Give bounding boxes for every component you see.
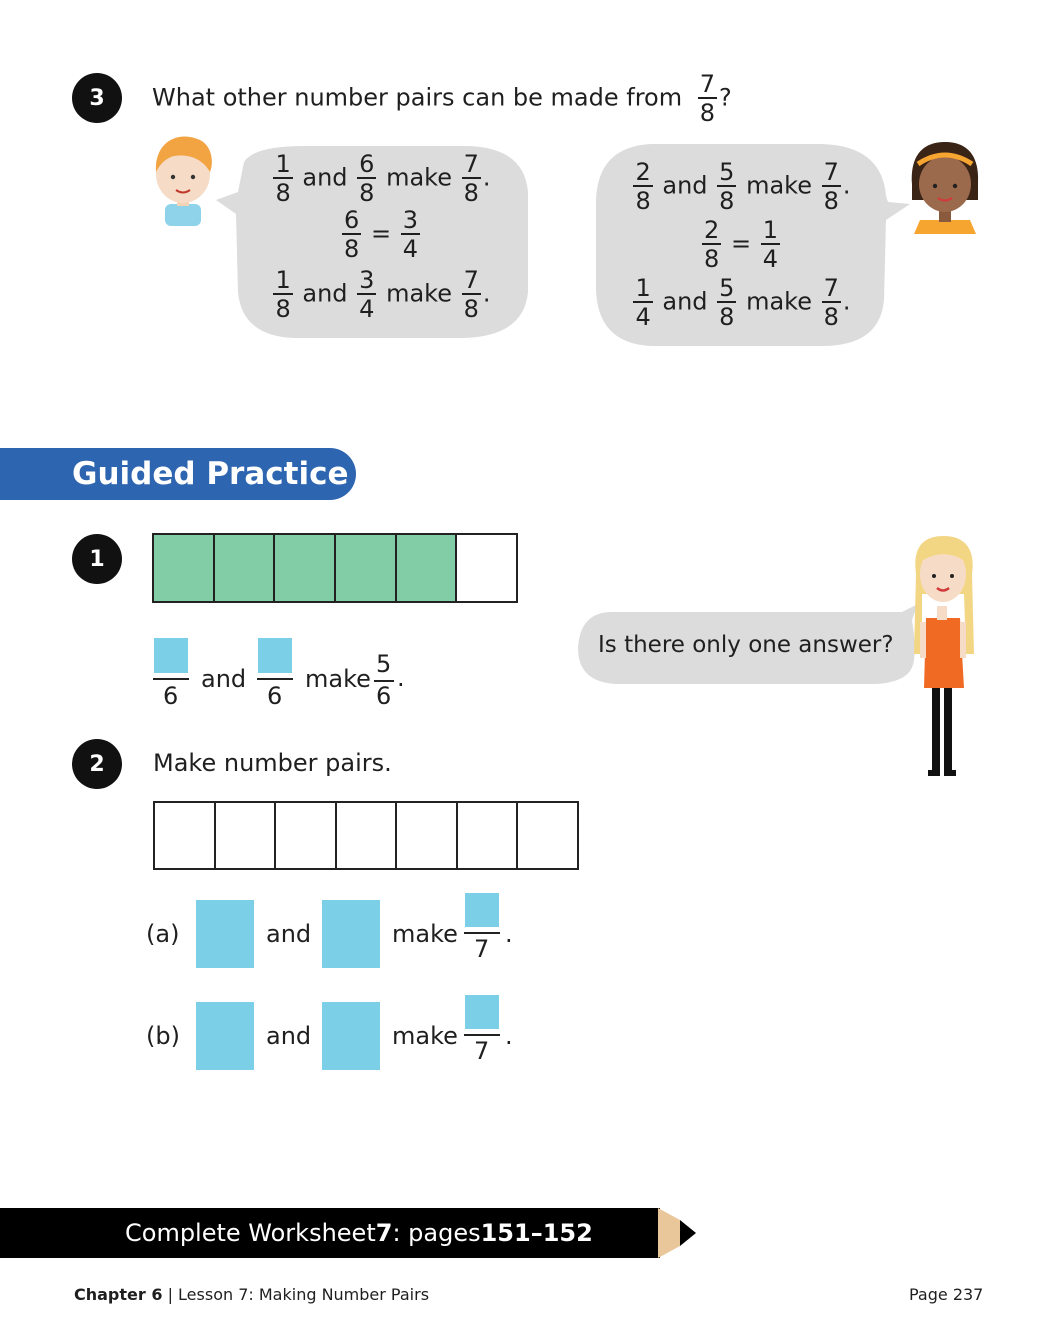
fraction: $\frac{3}{4}$ <box>359 266 375 323</box>
question-3-prompt <box>152 72 732 125</box>
fraction-bar-sixths <box>152 533 518 603</box>
answer-box-a-1[interactable] <box>196 900 254 968</box>
bar-cell-empty <box>276 803 337 868</box>
bubble-right-line-3: $\frac{1}{4}$ and $\frac{5}{8}$ make $\frac{7}{8}$ . <box>635 274 851 331</box>
girl-avatar <box>906 140 984 236</box>
answer-box-b-2[interactable] <box>322 1002 380 1070</box>
bar-cell-empty <box>458 803 519 868</box>
word-and: and <box>266 1022 312 1050</box>
bubble-right-content <box>596 150 886 350</box>
answer-box-a-numerator[interactable] <box>465 893 499 927</box>
fraction: $\frac{7}{8}$ <box>823 158 839 215</box>
practice-number-1: 1 <box>72 534 122 584</box>
fraction: $\frac{1}{8}$ <box>275 266 291 323</box>
result-numerator: 5 <box>376 650 392 678</box>
denominator-b: 7 <box>474 1037 490 1065</box>
fraction-line <box>153 678 189 680</box>
fraction: $\frac{7}{8}$ <box>823 274 839 331</box>
fraction: $\frac{2}{8}$ <box>704 216 720 273</box>
girl-figure <box>902 534 982 782</box>
practice-2-prompt: Make number pairs. <box>153 749 392 777</box>
footer-page-number: Page 237 <box>909 1285 984 1304</box>
fraction: $\frac{1}{4}$ <box>762 216 778 273</box>
bar-cell-shaded <box>154 535 215 601</box>
word-and: and <box>201 665 247 693</box>
bar-cell-empty <box>155 803 216 868</box>
bubble-left-line-1: $\frac{1}{8}$ and $\frac{6}{8}$ make $\frac{7}{8}$ . <box>275 150 491 207</box>
fraction: $\frac{6}{8}$ <box>359 150 375 207</box>
fraction: $\frac{6}{8}$ <box>344 206 360 263</box>
denominator-2: 6 <box>267 682 283 710</box>
prompt-text: What other number pairs can be made from <box>152 83 683 112</box>
fraction: $\frac{3}{4}$ <box>402 206 418 263</box>
worksheet-banner: Complete Worksheet 7 : pages 151–152 <box>0 1208 660 1258</box>
bar-cell-shaded <box>275 535 336 601</box>
footer-chapter: Chapter 6 | Lesson 7: Making Number Pairs <box>74 1285 430 1304</box>
result-denominator: 6 <box>376 682 392 710</box>
answer-box-a-2[interactable] <box>322 900 380 968</box>
bubble-left-line-3: $\frac{1}{8}$ and $\frac{3}{4}$ make $\frac{7}{8}$ . <box>275 266 491 323</box>
bar-cell-shaded <box>397 535 458 601</box>
word-make: make <box>305 665 371 693</box>
fraction-line <box>257 678 293 680</box>
guided-practice-banner <box>0 448 356 500</box>
word-make: make <box>392 920 458 948</box>
part-a-label: (a) <box>146 920 180 948</box>
answer-box-b-1[interactable] <box>196 1002 254 1070</box>
denominator-1: 6 <box>163 682 179 710</box>
bubble-left-content <box>236 142 526 342</box>
word-and: and <box>266 920 312 948</box>
bar-cell-shaded <box>215 535 276 601</box>
question-mark: ? <box>719 83 732 112</box>
bar-cell-shaded <box>336 535 397 601</box>
practice-number-2: 2 <box>72 739 122 789</box>
guided-practice-title: Guided Practice <box>72 456 349 492</box>
fraction: $\frac{7}{8}$ <box>463 266 479 323</box>
bar-cell-empty <box>216 803 277 868</box>
bar-cell-empty <box>518 803 577 868</box>
fraction-line <box>464 932 500 934</box>
fraction-bar-sevenths <box>153 801 579 870</box>
word-make: make <box>392 1022 458 1050</box>
part-b-label: (b) <box>146 1022 180 1050</box>
pencil-tip-icon <box>658 1208 698 1258</box>
fraction-line <box>464 1034 500 1036</box>
fraction-seven-eighths: $\frac{7}{8}$ <box>699 70 716 127</box>
question-number-3: 3 <box>72 73 122 123</box>
answer-box-b-numerator[interactable] <box>465 995 499 1029</box>
speech-text: Is there only one answer? <box>598 632 894 658</box>
period: . <box>505 920 513 948</box>
answer-box-numerator-2[interactable] <box>258 638 292 673</box>
bubble-right-line-2: $\frac{2}{8}$ = $\frac{1}{4}$ <box>704 216 778 273</box>
bubble-left-line-2: $\frac{6}{8}$ = $\frac{3}{4}$ <box>344 206 418 263</box>
bar-cell-empty <box>337 803 398 868</box>
boy-avatar <box>148 132 218 228</box>
denominator-a: 7 <box>474 935 490 963</box>
answer-box-numerator-1[interactable] <box>154 638 188 673</box>
period: . <box>397 664 405 692</box>
fraction: $\frac{7}{8}$ <box>463 150 479 207</box>
fraction: $\frac{2}{8}$ <box>635 158 651 215</box>
fraction: $\frac{1}{8}$ <box>275 150 291 207</box>
bar-cell-empty <box>397 803 458 868</box>
bar-cell-empty <box>457 535 516 601</box>
fraction: $\frac{5}{8}$ <box>719 274 735 331</box>
bubble-right-line-1: $\frac{2}{8}$ and $\frac{5}{8}$ make $\frac{7}{8}$ . <box>635 158 851 215</box>
period: . <box>505 1022 513 1050</box>
fraction: $\frac{1}{4}$ <box>635 274 651 331</box>
fraction: $\frac{5}{8}$ <box>719 158 735 215</box>
